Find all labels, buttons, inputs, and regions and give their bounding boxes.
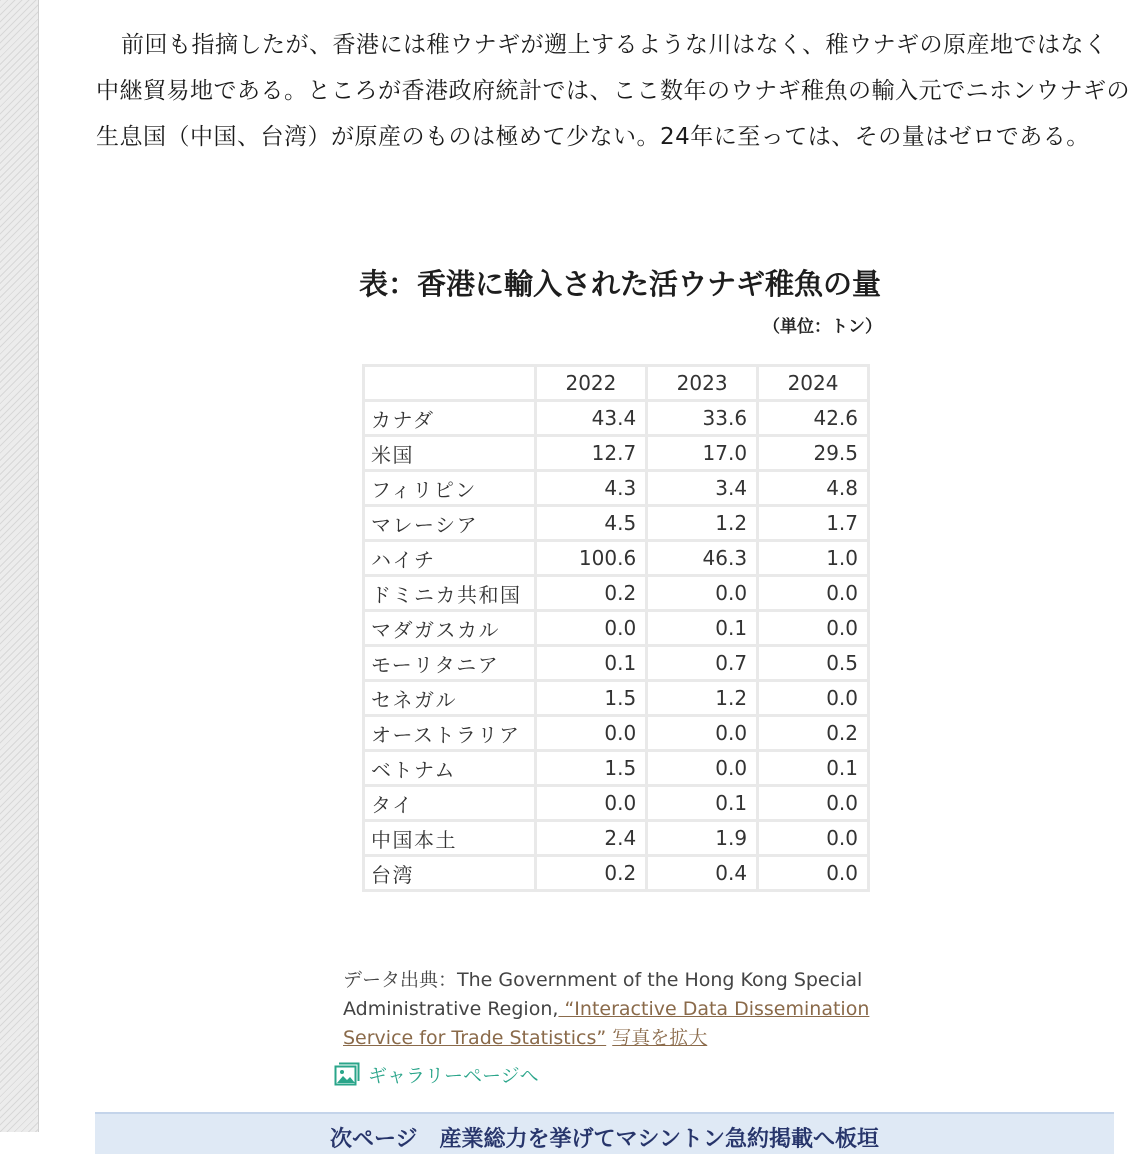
article-paragraph: 前回も指摘したが、香港には稚ウナギが遡上するような川はなく、稚ウナギの原産地ではなく中継貿易地である。ところが香港政府統計では、ここ数年のウナギ稚魚の輸入元でニホンウナギの生息国（中国、台湾）が原産のものは極めて少ない。24年に至っては、その量はゼロである。	[96, 32, 1130, 150]
value-cell: 1.5	[535, 681, 647, 716]
caption-source-text: データ出典：The Government of the Hong Kong Special Administrative Region,	[343, 969, 863, 1020]
value-cell: 0.1	[647, 611, 758, 646]
value-cell: 0.2	[535, 856, 647, 891]
table-row	[364, 681, 869, 716]
table-row	[364, 646, 869, 681]
value-cell: 0.0	[647, 716, 758, 751]
value-cell: 46.3	[647, 541, 758, 576]
table-row	[364, 821, 869, 856]
country-cell: セネガル	[364, 681, 536, 716]
table-caption	[343, 966, 888, 1053]
value-cell: 0.0	[758, 576, 869, 611]
value-cell: 0.0	[758, 611, 869, 646]
value-cell: 0.5	[758, 646, 869, 681]
value-cell: 3.4	[647, 471, 758, 506]
value-cell: 42.6	[758, 401, 869, 436]
value-cell: 0.0	[535, 716, 647, 751]
value-cell: 1.9	[647, 821, 758, 856]
country-cell: モーリタニア	[364, 646, 536, 681]
value-cell: 0.0	[647, 751, 758, 786]
value-cell: 1.2	[647, 506, 758, 541]
country-cell: タイ	[364, 786, 536, 821]
country-cell: マレーシア	[364, 506, 536, 541]
country-cell: 中国本土	[364, 821, 536, 856]
header-cell-2024: 2024	[758, 366, 869, 401]
header-cell-empty	[364, 366, 536, 401]
value-cell: 1.7	[758, 506, 869, 541]
value-cell: 12.7	[535, 436, 647, 471]
value-cell: 29.5	[758, 436, 869, 471]
image-icon	[334, 1062, 360, 1086]
country-cell: マダガスカル	[364, 611, 536, 646]
table-row	[364, 856, 869, 891]
value-cell: 0.2	[535, 576, 647, 611]
country-cell: オーストラリア	[364, 716, 536, 751]
next-page-banner-text: 次ページ 産業総力を挙げてマシントン急約掲載へ板垣	[329, 1127, 879, 1152]
table-header-row	[364, 366, 869, 401]
table-row	[364, 401, 869, 436]
next-page-banner[interactable]	[95, 1112, 1114, 1154]
value-cell: 4.8	[758, 471, 869, 506]
table-row	[364, 716, 869, 751]
table-title: 表：香港に輸入された活ウナギ稚魚の量	[358, 267, 881, 301]
value-cell: 0.7	[647, 646, 758, 681]
eel-import-table	[362, 364, 870, 892]
value-cell: 0.1	[758, 751, 869, 786]
value-cell: 4.5	[535, 506, 647, 541]
left-decorative-stripe	[0, 0, 39, 1132]
value-cell: 0.0	[647, 576, 758, 611]
header-cell-2022: 2022	[535, 366, 647, 401]
table-row	[364, 506, 869, 541]
table-row	[364, 471, 869, 506]
country-cell: 米国	[364, 436, 536, 471]
table-row	[364, 541, 869, 576]
table-row	[364, 611, 869, 646]
value-cell: 33.6	[647, 401, 758, 436]
country-cell: ドミニカ共和国	[364, 576, 536, 611]
table-row	[364, 576, 869, 611]
value-cell: 0.0	[758, 681, 869, 716]
value-cell: 0.4	[647, 856, 758, 891]
value-cell: 0.0	[535, 786, 647, 821]
value-cell: 1.5	[535, 751, 647, 786]
country-cell: フィリピン	[364, 471, 536, 506]
value-cell: 1.2	[647, 681, 758, 716]
country-cell: 台湾	[364, 856, 536, 891]
value-cell: 0.0	[758, 786, 869, 821]
gallery-link-label: ギャラリーページへ	[368, 1064, 539, 1087]
value-cell: 100.6	[535, 541, 647, 576]
table-row	[364, 436, 869, 471]
header-cell-2023: 2023	[647, 366, 758, 401]
value-cell: 1.0	[758, 541, 869, 576]
country-cell: ベトナム	[364, 751, 536, 786]
gallery-page-link[interactable]	[334, 1060, 539, 1088]
table-unit-label: （単位：トン）	[763, 317, 882, 337]
table-row	[364, 751, 869, 786]
country-cell: ハイチ	[364, 541, 536, 576]
value-cell: 4.3	[535, 471, 647, 506]
table-row	[364, 786, 869, 821]
value-cell: 0.0	[758, 856, 869, 891]
value-cell: 0.1	[535, 646, 647, 681]
value-cell: 17.0	[647, 436, 758, 471]
value-cell: 0.0	[758, 821, 869, 856]
value-cell: 0.1	[647, 786, 758, 821]
enlarge-photo-link[interactable]: 写真を拡大	[612, 1027, 708, 1049]
value-cell: 0.2	[758, 716, 869, 751]
source-link[interactable]: “Interactive Data Dissemination Service for Trade Statistics”	[343, 998, 870, 1049]
value-cell: 43.4	[535, 401, 647, 436]
country-cell: カナダ	[364, 401, 536, 436]
value-cell: 0.0	[535, 611, 647, 646]
value-cell: 2.4	[535, 821, 647, 856]
